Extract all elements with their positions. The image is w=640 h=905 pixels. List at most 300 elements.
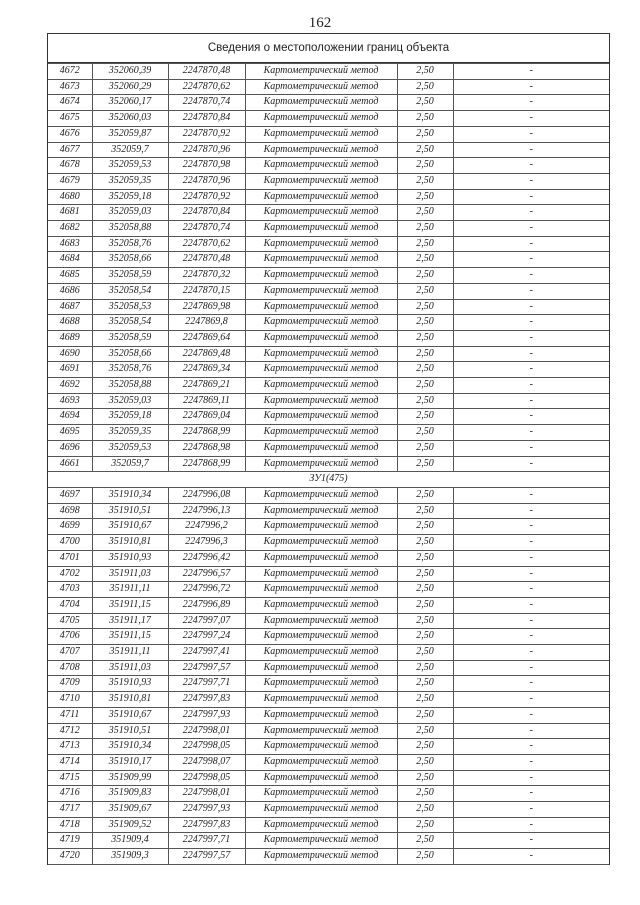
accuracy-cell: 2,50 <box>397 456 453 472</box>
accuracy-cell: 2,50 <box>397 315 453 331</box>
accuracy-cell: 2,50 <box>397 692 453 708</box>
point-number-cell: 4684 <box>48 252 92 268</box>
method-cell: Картометрический метод <box>245 613 397 629</box>
description-cell: - <box>453 660 609 676</box>
accuracy-cell: 2,50 <box>397 158 453 174</box>
point-number-cell: 4677 <box>48 142 92 158</box>
description-cell: - <box>453 268 609 284</box>
table-row <box>48 362 609 378</box>
x-coordinate-cell: 352059,03 <box>92 393 168 409</box>
description-cell: - <box>453 613 609 629</box>
x-coordinate-cell: 351909,83 <box>92 786 168 802</box>
point-number-cell: 4673 <box>48 79 92 95</box>
method-cell: Картометрический метод <box>245 95 397 111</box>
point-number-cell: 4679 <box>48 173 92 189</box>
x-coordinate-cell: 351910,67 <box>92 519 168 535</box>
table-row <box>48 393 609 409</box>
table-row <box>48 754 609 770</box>
x-coordinate-cell: 352059,53 <box>92 440 168 456</box>
x-coordinate-cell: 352060,39 <box>92 64 168 80</box>
x-coordinate-cell: 351909,67 <box>92 802 168 818</box>
description-cell: - <box>453 221 609 237</box>
y-coordinate-cell: 2247996,08 <box>168 487 245 503</box>
accuracy-cell: 2,50 <box>397 849 453 865</box>
description-cell: - <box>453 330 609 346</box>
description-cell: - <box>453 79 609 95</box>
description-cell: - <box>453 425 609 441</box>
accuracy-cell: 2,50 <box>397 362 453 378</box>
x-coordinate-cell: 352059,35 <box>92 425 168 441</box>
method-cell: Картометрический метод <box>245 456 397 472</box>
y-coordinate-cell: 2247997,71 <box>168 676 245 692</box>
point-number-cell: 4698 <box>48 503 92 519</box>
page-number: 162 <box>308 15 332 31</box>
point-number-cell: 4680 <box>48 189 92 205</box>
accuracy-cell: 2,50 <box>397 425 453 441</box>
y-coordinate-cell: 2247870,74 <box>168 221 245 237</box>
description-cell: - <box>453 487 609 503</box>
x-coordinate-cell: 352059,53 <box>92 158 168 174</box>
point-number-cell: 4691 <box>48 362 92 378</box>
point-number-cell: 4710 <box>48 692 92 708</box>
description-cell: - <box>453 126 609 142</box>
y-coordinate-cell: 2247870,48 <box>168 64 245 80</box>
accuracy-cell: 2,50 <box>397 189 453 205</box>
point-number-cell: 4701 <box>48 550 92 566</box>
table-row <box>48 802 609 818</box>
method-cell: Картометрический метод <box>245 692 397 708</box>
x-coordinate-cell: 351911,15 <box>92 629 168 645</box>
accuracy-cell: 2,50 <box>397 126 453 142</box>
y-coordinate-cell: 2247868,99 <box>168 425 245 441</box>
x-coordinate-cell: 351911,11 <box>92 582 168 598</box>
x-coordinate-cell: 352058,59 <box>92 268 168 284</box>
x-coordinate-cell: 351910,34 <box>92 739 168 755</box>
table-row <box>48 189 609 205</box>
x-coordinate-cell: 351910,34 <box>92 487 168 503</box>
y-coordinate-cell: 2247998,05 <box>168 770 245 786</box>
description-cell: - <box>453 550 609 566</box>
table-row <box>48 378 609 394</box>
method-cell: Картометрический метод <box>245 221 397 237</box>
x-coordinate-cell: 351911,03 <box>92 660 168 676</box>
y-coordinate-cell: 2247996,13 <box>168 503 245 519</box>
point-number-cell: 4699 <box>48 519 92 535</box>
table-row <box>48 221 609 237</box>
table-row <box>48 95 609 111</box>
y-coordinate-cell: 2247869,21 <box>168 378 245 394</box>
accuracy-cell: 2,50 <box>397 252 453 268</box>
accuracy-cell: 2,50 <box>397 236 453 252</box>
accuracy-cell: 2,50 <box>397 566 453 582</box>
table-row <box>48 456 609 472</box>
accuracy-cell: 2,50 <box>397 597 453 613</box>
description-cell: - <box>453 299 609 315</box>
method-cell: Картометрический метод <box>245 833 397 849</box>
description-cell: - <box>453 676 609 692</box>
x-coordinate-cell: 352059,03 <box>92 205 168 221</box>
point-number-cell: 4675 <box>48 111 92 127</box>
y-coordinate-cell: 2247869,98 <box>168 299 245 315</box>
point-number-cell: 4707 <box>48 645 92 661</box>
y-coordinate-cell: 2247997,41 <box>168 645 245 661</box>
y-coordinate-cell: 2247869,48 <box>168 346 245 362</box>
method-cell: Картометрический метод <box>245 64 397 80</box>
accuracy-cell: 2,50 <box>397 487 453 503</box>
point-number-cell: 4683 <box>48 236 92 252</box>
point-number-cell: 4715 <box>48 770 92 786</box>
y-coordinate-cell: 2247996,89 <box>168 597 245 613</box>
y-coordinate-cell: 2247870,96 <box>168 142 245 158</box>
table-row <box>48 723 609 739</box>
method-cell: Картометрический метод <box>245 142 397 158</box>
point-number-cell: 4678 <box>48 158 92 174</box>
method-cell: Картометрический метод <box>245 299 397 315</box>
description-cell: - <box>453 142 609 158</box>
point-number-cell: 4714 <box>48 754 92 770</box>
table-row <box>48 550 609 566</box>
description-cell: - <box>453 283 609 299</box>
description-cell: - <box>453 535 609 551</box>
accuracy-cell: 2,50 <box>397 550 453 566</box>
y-coordinate-cell: 2247870,48 <box>168 252 245 268</box>
point-number-cell: 4705 <box>48 613 92 629</box>
method-cell: Картометрический метод <box>245 550 397 566</box>
description-cell: - <box>453 236 609 252</box>
table-row <box>48 268 609 284</box>
y-coordinate-cell: 2247998,07 <box>168 754 245 770</box>
accuracy-cell: 2,50 <box>397 519 453 535</box>
table-row <box>48 817 609 833</box>
accuracy-cell: 2,50 <box>397 95 453 111</box>
method-cell: Картометрический метод <box>245 754 397 770</box>
description-cell: - <box>453 440 609 456</box>
x-coordinate-cell: 352058,53 <box>92 299 168 315</box>
accuracy-cell: 2,50 <box>397 535 453 551</box>
description-cell: - <box>453 393 609 409</box>
accuracy-cell: 2,50 <box>397 802 453 818</box>
y-coordinate-cell: 2247870,84 <box>168 205 245 221</box>
description-cell: - <box>453 817 609 833</box>
point-number-cell: 4686 <box>48 283 92 299</box>
table-row <box>48 252 609 268</box>
description-cell: - <box>453 707 609 723</box>
x-coordinate-cell: 352060,29 <box>92 79 168 95</box>
accuracy-cell: 2,50 <box>397 645 453 661</box>
table-body-group-1 <box>48 64 609 472</box>
x-coordinate-cell: 352060,03 <box>92 111 168 127</box>
y-coordinate-cell: 2247869,8 <box>168 315 245 331</box>
description-cell: - <box>453 692 609 708</box>
method-cell: Картометрический метод <box>245 362 397 378</box>
method-cell: Картометрический метод <box>245 660 397 676</box>
method-cell: Картометрический метод <box>245 487 397 503</box>
point-number-cell: 4694 <box>48 409 92 425</box>
table-row <box>48 503 609 519</box>
method-cell: Картометрический метод <box>245 535 397 551</box>
description-cell: - <box>453 645 609 661</box>
y-coordinate-cell: 2247869,11 <box>168 393 245 409</box>
table-row <box>48 692 609 708</box>
description-cell: - <box>453 456 609 472</box>
table-title: Сведения о местоположении границ объекта <box>48 34 609 63</box>
accuracy-cell: 2,50 <box>397 676 453 692</box>
point-number-cell: 4712 <box>48 723 92 739</box>
y-coordinate-cell: 2247996,3 <box>168 535 245 551</box>
point-number-cell: 4703 <box>48 582 92 598</box>
x-coordinate-cell: 352059,7 <box>92 142 168 158</box>
y-coordinate-cell: 2247868,99 <box>168 456 245 472</box>
table-row <box>48 676 609 692</box>
description-cell: - <box>453 111 609 127</box>
y-coordinate-cell: 2247997,83 <box>168 817 245 833</box>
table-row <box>48 111 609 127</box>
table-row <box>48 346 609 362</box>
description-cell: - <box>453 597 609 613</box>
y-coordinate-cell: 2247870,32 <box>168 268 245 284</box>
accuracy-cell: 2,50 <box>397 299 453 315</box>
accuracy-cell: 2,50 <box>397 503 453 519</box>
method-cell: Картометрический метод <box>245 252 397 268</box>
method-cell: Картометрический метод <box>245 79 397 95</box>
method-cell: Картометрический метод <box>245 770 397 786</box>
method-cell: Картометрический метод <box>245 315 397 331</box>
accuracy-cell: 2,50 <box>397 739 453 755</box>
description-cell: - <box>453 754 609 770</box>
y-coordinate-cell: 2247997,07 <box>168 613 245 629</box>
description-cell: - <box>453 770 609 786</box>
method-cell: Картометрический метод <box>245 786 397 802</box>
table-row <box>48 849 609 865</box>
x-coordinate-cell: 352059,18 <box>92 409 168 425</box>
description-cell: - <box>453 362 609 378</box>
description-cell: - <box>453 205 609 221</box>
accuracy-cell: 2,50 <box>397 79 453 95</box>
x-coordinate-cell: 351910,93 <box>92 550 168 566</box>
x-coordinate-cell: 352058,66 <box>92 346 168 362</box>
x-coordinate-cell: 352060,17 <box>92 95 168 111</box>
table-row <box>48 440 609 456</box>
x-coordinate-cell: 352058,54 <box>92 315 168 331</box>
x-coordinate-cell: 352058,76 <box>92 236 168 252</box>
point-number-cell: 4702 <box>48 566 92 582</box>
x-coordinate-cell: 351911,17 <box>92 613 168 629</box>
method-cell: Картометрический метод <box>245 676 397 692</box>
y-coordinate-cell: 2247996,42 <box>168 550 245 566</box>
description-cell: - <box>453 95 609 111</box>
description-cell: - <box>453 723 609 739</box>
method-cell: Картометрический метод <box>245 629 397 645</box>
description-cell: - <box>453 409 609 425</box>
table-row <box>48 315 609 331</box>
table-row <box>48 833 609 849</box>
point-number-cell: 4685 <box>48 268 92 284</box>
accuracy-cell: 2,50 <box>397 205 453 221</box>
method-cell: Картометрический метод <box>245 236 397 252</box>
method-cell: Картометрический метод <box>245 158 397 174</box>
accuracy-cell: 2,50 <box>397 833 453 849</box>
method-cell: Картометрический метод <box>245 409 397 425</box>
y-coordinate-cell: 2247870,84 <box>168 111 245 127</box>
description-cell: - <box>453 739 609 755</box>
accuracy-cell: 2,50 <box>397 582 453 598</box>
method-cell: Картометрический метод <box>245 707 397 723</box>
accuracy-cell: 2,50 <box>397 817 453 833</box>
y-coordinate-cell: 2247997,83 <box>168 692 245 708</box>
method-cell: Картометрический метод <box>245 126 397 142</box>
point-number-cell: 4674 <box>48 95 92 111</box>
table-row <box>48 739 609 755</box>
table-row <box>48 707 609 723</box>
method-cell: Картометрический метод <box>245 519 397 535</box>
table-row <box>48 126 609 142</box>
point-number-cell: 4687 <box>48 299 92 315</box>
table-row <box>48 660 609 676</box>
x-coordinate-cell: 352058,54 <box>92 283 168 299</box>
x-coordinate-cell: 351911,03 <box>92 566 168 582</box>
point-number-cell: 4713 <box>48 739 92 755</box>
accuracy-cell: 2,50 <box>397 346 453 362</box>
y-coordinate-cell: 2247869,34 <box>168 362 245 378</box>
x-coordinate-cell: 352059,18 <box>92 189 168 205</box>
point-number-cell: 4676 <box>48 126 92 142</box>
accuracy-cell: 2,50 <box>397 409 453 425</box>
method-cell: Картометрический метод <box>245 723 397 739</box>
x-coordinate-cell: 352058,88 <box>92 221 168 237</box>
method-cell: Картометрический метод <box>245 582 397 598</box>
table-row <box>48 236 609 252</box>
table-body-group-2 <box>48 487 609 864</box>
y-coordinate-cell: 2247998,05 <box>168 739 245 755</box>
accuracy-cell: 2,50 <box>397 707 453 723</box>
accuracy-cell: 2,50 <box>397 723 453 739</box>
method-cell: Картометрический метод <box>245 739 397 755</box>
y-coordinate-cell: 2247998,01 <box>168 723 245 739</box>
coordinates-table <box>48 63 609 865</box>
y-coordinate-cell: 2247868,98 <box>168 440 245 456</box>
x-coordinate-cell: 351911,11 <box>92 645 168 661</box>
x-coordinate-cell: 351911,15 <box>92 597 168 613</box>
y-coordinate-cell: 2247869,04 <box>168 409 245 425</box>
method-cell: Картометрический метод <box>245 283 397 299</box>
x-coordinate-cell: 352059,35 <box>92 173 168 189</box>
accuracy-cell: 2,50 <box>397 629 453 645</box>
y-coordinate-cell: 2247996,2 <box>168 519 245 535</box>
x-coordinate-cell: 351909,99 <box>92 770 168 786</box>
description-cell: - <box>453 173 609 189</box>
x-coordinate-cell: 351909,3 <box>92 849 168 865</box>
method-cell: Картометрический метод <box>245 566 397 582</box>
accuracy-cell: 2,50 <box>397 770 453 786</box>
description-cell: - <box>453 582 609 598</box>
x-coordinate-cell: 352059,7 <box>92 456 168 472</box>
x-coordinate-cell: 351910,81 <box>92 535 168 551</box>
table-row <box>48 487 609 503</box>
table-row <box>48 64 609 80</box>
point-number-cell: 4697 <box>48 487 92 503</box>
y-coordinate-cell: 2247996,72 <box>168 582 245 598</box>
method-cell: Картометрический метод <box>245 268 397 284</box>
point-number-cell: 4711 <box>48 707 92 723</box>
point-number-cell: 4704 <box>48 597 92 613</box>
description-cell: - <box>453 158 609 174</box>
x-coordinate-cell: 351910,81 <box>92 692 168 708</box>
section-row-group <box>48 472 609 488</box>
y-coordinate-cell: 2247997,57 <box>168 660 245 676</box>
table-row <box>48 409 609 425</box>
point-number-cell: 4708 <box>48 660 92 676</box>
y-coordinate-cell: 2247996,57 <box>168 566 245 582</box>
accuracy-cell: 2,50 <box>397 754 453 770</box>
method-cell: Картометрический метод <box>245 378 397 394</box>
table-row <box>48 158 609 174</box>
accuracy-cell: 2,50 <box>397 440 453 456</box>
accuracy-cell: 2,50 <box>397 173 453 189</box>
description-cell: - <box>453 378 609 394</box>
point-number-cell: 4688 <box>48 315 92 331</box>
y-coordinate-cell: 2247870,92 <box>168 126 245 142</box>
method-cell: Картометрический метод <box>245 205 397 221</box>
point-number-cell: 4717 <box>48 802 92 818</box>
description-cell: - <box>453 346 609 362</box>
x-coordinate-cell: 351910,67 <box>92 707 168 723</box>
boundary-table-sheet <box>47 33 610 865</box>
point-number-cell: 4706 <box>48 629 92 645</box>
point-number-cell: 4689 <box>48 330 92 346</box>
point-number-cell: 4681 <box>48 205 92 221</box>
y-coordinate-cell: 2247870,74 <box>168 95 245 111</box>
point-number-cell: 4692 <box>48 378 92 394</box>
table-row <box>48 629 609 645</box>
point-number-cell: 4672 <box>48 64 92 80</box>
section-label: ЗУ1(475) <box>48 472 609 488</box>
description-cell: - <box>453 189 609 205</box>
method-cell: Картометрический метод <box>245 346 397 362</box>
x-coordinate-cell: 351910,17 <box>92 754 168 770</box>
method-cell: Картометрический метод <box>245 597 397 613</box>
point-number-cell: 4690 <box>48 346 92 362</box>
point-number-cell: 4661 <box>48 456 92 472</box>
method-cell: Картометрический метод <box>245 849 397 865</box>
x-coordinate-cell: 352058,76 <box>92 362 168 378</box>
table-row <box>48 582 609 598</box>
description-cell: - <box>453 833 609 849</box>
point-number-cell: 4700 <box>48 535 92 551</box>
method-cell: Картометрический метод <box>245 645 397 661</box>
table-row <box>48 205 609 221</box>
x-coordinate-cell: 351909,4 <box>92 833 168 849</box>
table-row <box>48 613 609 629</box>
description-cell: - <box>453 503 609 519</box>
y-coordinate-cell: 2247997,24 <box>168 629 245 645</box>
x-coordinate-cell: 351910,51 <box>92 723 168 739</box>
table-row <box>48 283 609 299</box>
y-coordinate-cell: 2247870,15 <box>168 283 245 299</box>
table-row <box>48 79 609 95</box>
method-cell: Картометрический метод <box>245 189 397 205</box>
y-coordinate-cell: 2247997,93 <box>168 707 245 723</box>
point-number-cell: 4718 <box>48 817 92 833</box>
y-coordinate-cell: 2247870,62 <box>168 79 245 95</box>
table-row <box>48 519 609 535</box>
point-number-cell: 4695 <box>48 425 92 441</box>
description-cell: - <box>453 252 609 268</box>
section-row <box>48 472 609 488</box>
description-cell: - <box>453 566 609 582</box>
table-row <box>48 786 609 802</box>
method-cell: Картометрический метод <box>245 393 397 409</box>
method-cell: Картометрический метод <box>245 173 397 189</box>
